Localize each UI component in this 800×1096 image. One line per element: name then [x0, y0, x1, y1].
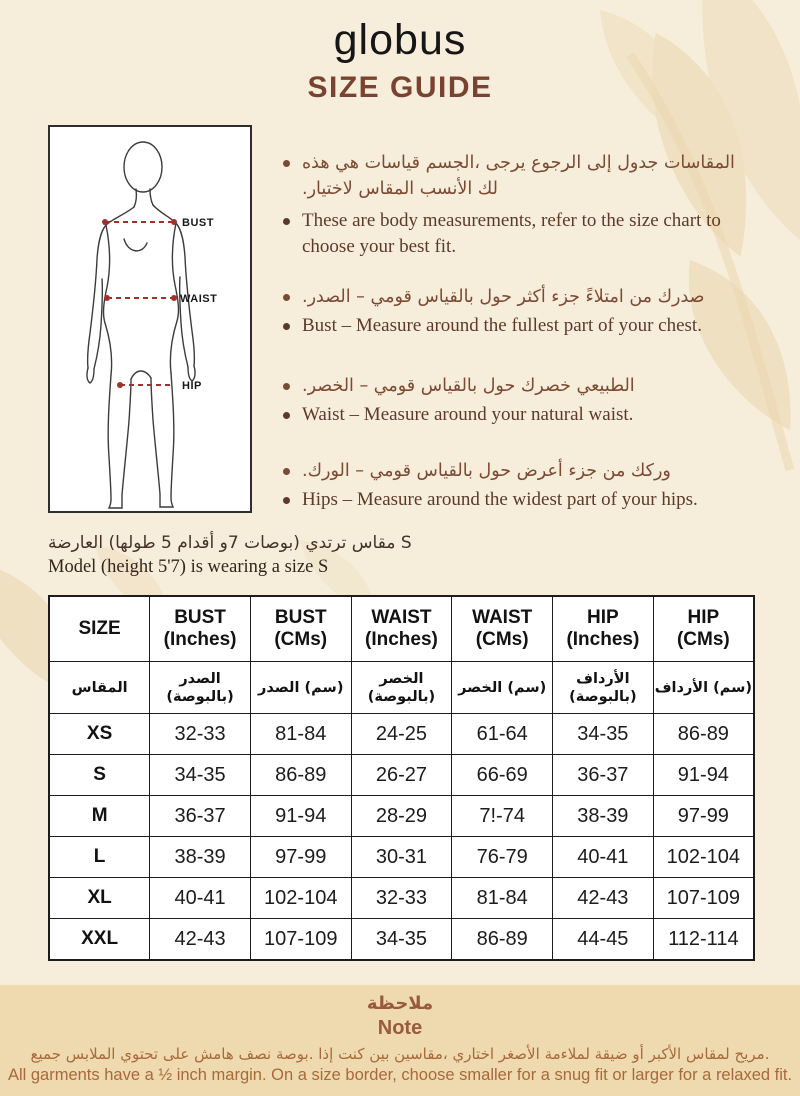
column-header-arabic: الأرداف ‎(سم): [653, 662, 754, 714]
size-cell: XL: [49, 878, 150, 919]
value-cell: 81-84: [250, 714, 351, 755]
value-cell: 86-89: [452, 919, 553, 961]
size-cell: XXL: [49, 919, 150, 961]
table-header-row-english: [49, 596, 754, 662]
value-cell: 40-41: [553, 837, 654, 878]
bullet-icon: [283, 383, 290, 390]
header-line: SIZE: [78, 618, 121, 639]
value-cell: 34-35: [351, 919, 452, 961]
value-cell: 34-35: [150, 755, 251, 796]
value-cell: 34-35: [553, 714, 654, 755]
value-cell: 102-104: [653, 837, 754, 878]
column-header-arabic: الخصر ‎(بالبوصة): [351, 662, 452, 714]
note-body-arabic: جميع ‎الملابس ‎تحتوي ‎على ‎هامش ‎نصف ‎بوصة‎. ‎إذا ‎كنت ‎بين ‎مقاسين‎، ‎اختاري ‎الأصغر ‎لملاءمة ‎ضيقة ‎أو ‎الأكبر ‎لمقاس ‎مريح‎.: [30, 1045, 770, 1063]
value-cell: 7!-74: [452, 796, 553, 837]
list-item: [283, 150, 745, 202]
waist-measure-line: [104, 293, 217, 305]
header-line: HIP: [587, 607, 619, 628]
value-cell: 38-39: [553, 796, 654, 837]
list-item: [283, 284, 745, 310]
value-cell: 97-99: [250, 837, 351, 878]
model-note-english: Model (height 5'7) is wearing a size S: [48, 557, 329, 577]
footer-note: [0, 985, 800, 1096]
value-cell: 81-84: [452, 878, 553, 919]
bullet-icon: [283, 497, 290, 504]
instruction-arabic: .الصدر ‎– ‎قومي ‎بالقياس ‎حول ‎أكثر ‎جزء ‎امتلاءً ‎من ‎صدرك: [302, 287, 705, 307]
waist-label: WAIST: [180, 293, 218, 305]
brand-logo: globus: [333, 16, 467, 64]
header-line: (Inches): [365, 629, 438, 650]
header-line: (CMs): [676, 629, 730, 650]
page-title: SIZE GUIDE: [307, 71, 493, 104]
value-cell: 44-45: [553, 919, 654, 961]
value-cell: 61-64: [452, 714, 553, 755]
note-title-arabic: ملاحظة: [366, 993, 434, 1014]
instruction-english: These are body measurements, refer to the size chart to choose your best fit.: [302, 210, 721, 257]
value-cell: 112-114: [653, 919, 754, 961]
column-header: [653, 596, 754, 662]
list-item: [283, 313, 745, 339]
value-cell: 42-43: [150, 919, 251, 961]
value-cell: 107-109: [250, 919, 351, 961]
value-cell: 38-39: [150, 837, 251, 878]
list-item: [283, 208, 745, 260]
bullet-icon: [283, 218, 290, 225]
column-header: [553, 596, 654, 662]
instruction-english: Bust – Measure around the fullest part of your chest.: [302, 315, 702, 336]
value-cell: 91-94: [250, 796, 351, 837]
note-title-english: Note: [377, 1017, 423, 1039]
hip-measure-line: [117, 380, 202, 392]
value-cell: 36-37: [150, 796, 251, 837]
header-line: HIP: [687, 607, 720, 628]
instruction-arabic: .الخصر ‎– ‎قومي ‎بالقياس ‎حول ‎خصرك ‎الطبيعي: [302, 376, 635, 396]
header-line: BUST: [274, 607, 327, 628]
value-cell: 42-43: [553, 878, 654, 919]
bullet-line: هذه ‎هي ‎قياسات ‎الجسم‎، ‎يرجى ‎الرجوع ‎إلى ‎جدول ‎المقاسات: [302, 153, 735, 173]
instructions-list: [283, 150, 745, 513]
bullet-line: .لاختيار ‎المقاس ‎الأنسب ‎لك: [302, 179, 498, 199]
note-body-english: All garments have a ½ inch margin. On a size border, choose smaller for a snug fit or larger for a relaxed fit.: [7, 1066, 793, 1084]
column-header: [452, 596, 553, 662]
value-cell: 28-29: [351, 796, 452, 837]
size-cell: M: [49, 796, 150, 837]
header-line: (CMs): [475, 629, 529, 650]
table-row: [49, 755, 754, 796]
header-line: (CMs): [274, 629, 328, 650]
header-line: (Inches): [566, 629, 640, 650]
size-cell: L: [49, 837, 150, 878]
table-row: [49, 878, 754, 919]
column-header: [351, 596, 452, 662]
value-cell: 97-99: [653, 796, 754, 837]
value-cell: 30-31: [351, 837, 452, 878]
bust-label: BUST: [182, 217, 214, 229]
column-header-arabic: الصدر ‎(سم): [250, 662, 351, 714]
list-item: [283, 373, 745, 399]
value-cell: 36-37: [553, 755, 654, 796]
value-cell: 91-94: [653, 755, 754, 796]
mannequin-figure-icon: [50, 127, 250, 511]
instruction-arabic: .الورك ‎– ‎قومي ‎بالقياس ‎حول ‎أعرض ‎جزء ‎من ‎وركك: [302, 461, 671, 481]
value-cell: 86-89: [250, 755, 351, 796]
list-item: [283, 458, 745, 484]
hip-label: HIP: [182, 380, 202, 392]
body-measurement-diagram: [48, 125, 252, 513]
size-cell: XS: [49, 714, 150, 755]
instruction-english: Waist – Measure around your natural waist.: [302, 404, 634, 425]
value-cell: 32-33: [150, 714, 251, 755]
bullet-icon: [283, 323, 290, 330]
value-cell: 24-25: [351, 714, 452, 755]
table-header-row-arabic: [49, 662, 754, 714]
list-item: [283, 487, 745, 513]
value-cell: 26-27: [351, 755, 452, 796]
bullet-icon: [283, 160, 290, 167]
header-line: WAIST: [371, 607, 432, 628]
column-header-arabic: الأرداف ‎(بالبوصة): [553, 662, 654, 714]
column-header: [250, 596, 351, 662]
table-row: [49, 837, 754, 878]
column-header: [150, 596, 251, 662]
header-line: BUST: [174, 607, 226, 628]
table-row: [49, 919, 754, 961]
header-line: WAIST: [472, 607, 533, 628]
column-header-arabic: المقاس: [49, 662, 150, 714]
model-size-note: [48, 531, 412, 580]
value-cell: 32-33: [351, 878, 452, 919]
value-cell: 40-41: [150, 878, 251, 919]
column-header-arabic: الصدر ‎(بالبوصة): [150, 662, 251, 714]
bust-measure-line: [102, 217, 214, 229]
table-row: [49, 714, 754, 755]
bullet-icon: [283, 468, 290, 475]
header-line: (Inches): [163, 629, 237, 650]
list-item: [283, 402, 745, 428]
instruction-arabic: [302, 150, 735, 202]
value-cell: 107-109: [653, 878, 754, 919]
bullet-icon: [283, 294, 290, 301]
column-header: [49, 596, 150, 662]
value-cell: 86-89: [653, 714, 754, 755]
column-header-arabic: الخصر ‎(سم): [452, 662, 553, 714]
value-cell: 76-79: [452, 837, 553, 878]
bullet-icon: [283, 412, 290, 419]
table-row: [49, 796, 754, 837]
model-note-arabic: العارضة ‎(طولها ‎5 ‎أقدام ‎و‎7 ‎بوصات) ‎ترتدي ‎مقاس ‎S: [48, 533, 412, 553]
size-cell: S: [49, 755, 150, 796]
instruction-english: Hips – Measure around the widest part of your hips.: [302, 489, 698, 510]
value-cell: 102-104: [250, 878, 351, 919]
size-chart-table: [48, 595, 755, 961]
value-cell: 66-69: [452, 755, 553, 796]
